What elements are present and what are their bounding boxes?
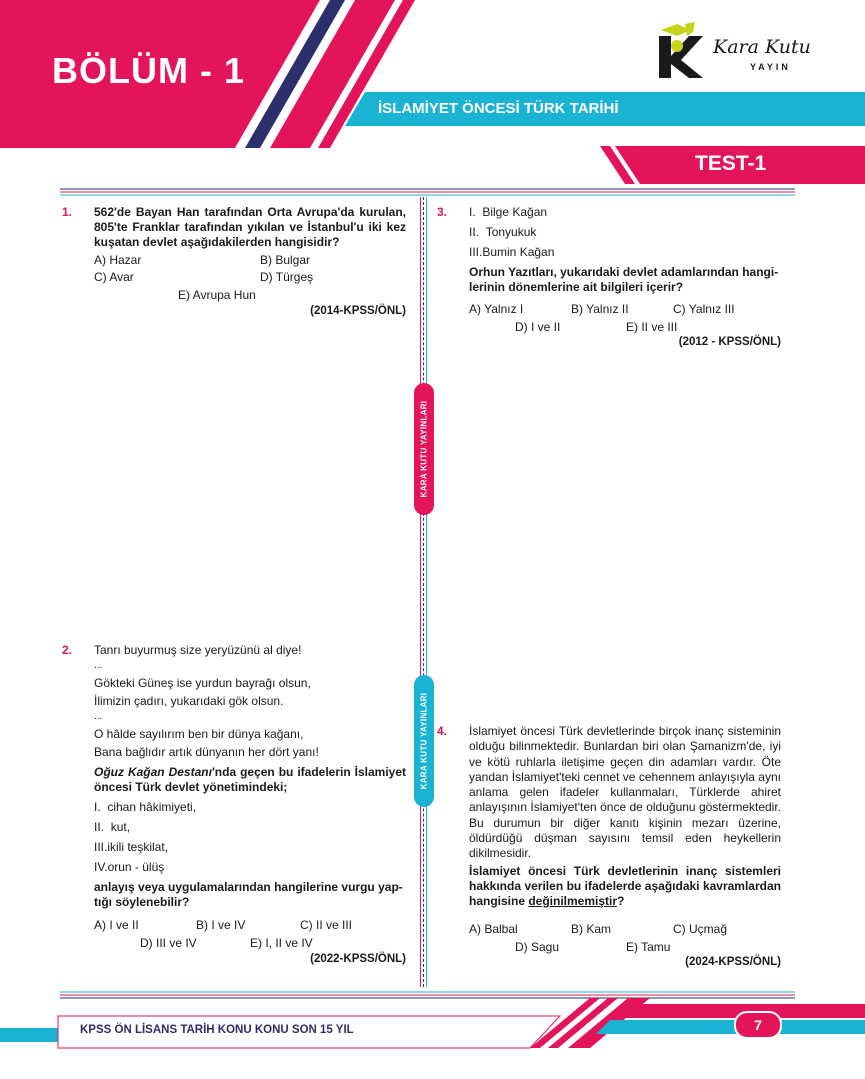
question-paragraph: İslamiyet öncesi Türk devletlerinde birçok inanç sisteminin olduğu bilinmektedir. Bunlardan biri olan Şamanizm'de, iyi ve kötü ruhlarla iletişime geçen din adamları vardır. Öte yandan İslamiyet'teki cennet ve cehennem anlayışıyla aynı anlama gelen ifadeler kullanmaları, Türklerde ahiret anlayışının İslamiyet'ten önce de olduğunu göstermektedir. Bu durumun bir diğer kanıtı kişinin mezarı üzerine, öldürdüğü düşman sayısını temsil eden heykellerin dikilmesidir. [469, 724, 781, 861]
footer-title: KPSS ÖN LİSANS TARİH KONU KONU SON 15 YIL [80, 1024, 354, 1036]
roman-item: III.ikili teşkilat, [94, 840, 169, 854]
question-line: Orhun Yazıtları, yukarıdaki devlet adamlarından hangi- [469, 265, 779, 279]
roman-item: II. kut, [94, 820, 131, 834]
question-line: lerinin dönemlerine ait bilgileri içerir? [469, 280, 684, 294]
poem-line: Tanrı buyurmuş size yeryüzünü al diye! [94, 643, 302, 657]
column-divider-accent [420, 197, 421, 987]
option-b: B) I ve IV [196, 918, 246, 932]
chapter-title: BÖLÜM - 1 [52, 50, 245, 91]
roman-item: I. Bilge Kağan [469, 205, 548, 219]
side-label-top: KARA KUTU YAYINLARI [414, 383, 434, 515]
poem-line: Gökteki Güneş ise yurdun bayrağı olsun, [94, 676, 311, 690]
test-label: TEST-1 [695, 152, 767, 175]
question-source: (2022-KPSS/ÖNL) [310, 953, 406, 965]
option-b: B) Bulgar [260, 253, 311, 267]
option-a: A) Hazar [94, 253, 142, 267]
poem-line: ... [94, 711, 103, 722]
column-divider [423, 197, 424, 987]
option-a: A) I ve II [94, 918, 139, 932]
stem-rest: 'nda geçen bu ifadelerin İslamiyet öncesi Türk devlet yönetimindeki; [94, 765, 407, 794]
option-d: D) Türgeş [260, 270, 314, 284]
option-e: E) I, II ve IV [250, 936, 313, 950]
question-source: (2012 - KPSS/ÖNL) [678, 336, 781, 348]
option-d: D) Sagu [515, 940, 560, 954]
topic-title: İSLAMİYET ÖNCESİ TÜRK TARİHİ [378, 100, 619, 117]
option-a: A) Balbal [469, 922, 518, 936]
question-number: 4. [437, 724, 448, 738]
poem-line: ... [94, 660, 103, 671]
option-d: D) III ve IV [140, 936, 197, 950]
option-e: E) II ve III [626, 320, 678, 334]
roman-item: III.Bumin Kağan [469, 245, 555, 259]
poem-line: İlimizin çadırı, yukarıdaki gök olsun. [94, 694, 284, 708]
question-number: 1. [62, 205, 73, 219]
option-c: C) Avar [94, 270, 134, 284]
logo-name: Kara Kutu [713, 36, 811, 58]
option-c: C) Uçmağ [673, 922, 728, 936]
question-source: (2014-KPSS/ÖNL) [310, 305, 406, 317]
poem-line: Bana bağlıdır artık dünyanın her dört yanı! [94, 745, 319, 759]
graduate-k-icon [655, 22, 707, 78]
question-line: tığı söylenebilir? [94, 895, 190, 909]
question-stem [94, 765, 406, 795]
side-label-bottom: KARA KUTU YAYINLARI [414, 675, 434, 807]
roman-item: I. cihan hâkimiyeti, [94, 800, 197, 814]
question-number: 2. [62, 643, 73, 657]
column-divider-accent-2 [426, 197, 427, 987]
option-e: E) Tamu [626, 940, 671, 954]
option-b: B) Yalnız II [571, 302, 629, 316]
underlined-word: değinilmemiştir [528, 894, 618, 908]
logo-sub: YAYIN [750, 62, 791, 72]
option-e: E) Avrupa Hun [178, 288, 256, 302]
question-stem: İslamiyet öncesi Türk devletlerinin inanç sistemleri hakkında verilen bu ifadelerde aşağıdaki kavramlardan hangisine değinilmemiştir? [469, 864, 781, 908]
question-number: 3. [437, 205, 448, 219]
question-line: anlayış veya uygulamalarından hangilerine vurgu yap- [94, 880, 403, 894]
page-number: 7 [754, 1017, 762, 1033]
roman-item: IV.orun - ülüş [94, 860, 165, 874]
logo [655, 22, 815, 82]
option-a: A) Yalnız I [469, 302, 524, 316]
option-d: D) I ve II [515, 320, 561, 334]
option-c: C) Yalnız III [673, 302, 735, 316]
option-c: C) II ve III [300, 918, 353, 932]
option-b: B) Kam [571, 922, 612, 936]
epic-name: Oğuz Kağan Destanı [94, 765, 212, 779]
question-stem: 562'de Bayan Han tarafından Orta Avrupa'da kurulan, 805'te Franklar tarafından yıkılan ve İstanbul'u iki kez kuşatan devlet aşağıdakilerden hangisidir? [94, 205, 406, 249]
poem-line: O hâlde sayılırım ben bir dünya kağanı, [94, 727, 304, 741]
question-source: (2024-KPSS/ÖNL) [685, 956, 781, 968]
roman-item: II. Tonyukuk [469, 225, 537, 239]
